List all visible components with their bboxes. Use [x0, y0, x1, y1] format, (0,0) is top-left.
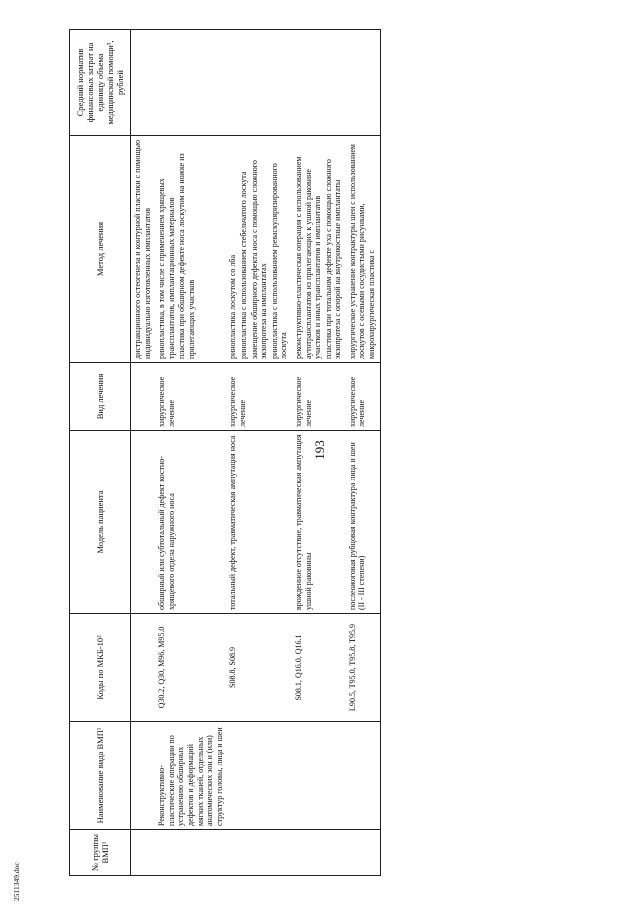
cell-group-number	[346, 830, 380, 876]
treatment-method-item: дистракционного остеогенеза и контурной пластики с помощью индивидуально изготовленных имплантатов	[133, 139, 152, 359]
treatment-method-item: пластика при обширном дефекте носа лоскутом на ножке из прилегающих участков	[177, 153, 196, 359]
rotated-table-container	[69, 30, 629, 876]
table-row	[346, 30, 380, 876]
cell-treatment-type: хирургическое лечение	[292, 363, 346, 431]
table-row	[292, 30, 346, 876]
cell-patient-model: послеожоговая рубцовая контрактура лица и шеи (II - III степени)	[346, 431, 380, 614]
header-vmp-name: Наименование вида ВМП¹	[70, 722, 131, 830]
treatment-method-item: реконструктивно-пластическая операция с использованием аутотрансплантатов из прилегающих к ушной раковине участков и иных трансплантатов и имплантатов	[293, 156, 323, 359]
cell-group-number	[226, 830, 292, 876]
cell-vmp-name	[292, 722, 346, 830]
cell-patient-model: обширный или субтотальный дефект костно-хрящевого отдела наружного носа	[155, 431, 226, 614]
treatment-method-item: хирургическое устранение контрактуры шеи с использованием лоскутов с осевыми сосудистыми рисунками, микрохирургическая пластика с	[347, 144, 377, 359]
cell-average-cost	[346, 30, 380, 136]
cell-vmp-name: Реконструктивно-пластические операции по устранению обширных дефектов и деформаций мягких тканей, отдельных анатомических зон и (или) структур головы, лица и шеи	[155, 722, 226, 830]
cell-patient-model: тотальный дефект, травматическая ампутация носа	[226, 431, 292, 614]
treatment-method-item: ринопластика с использованием стебельчатого лоскута	[238, 171, 248, 359]
cell-treatment-type: хирургическое лечение	[155, 363, 226, 431]
cell-treatment-method	[155, 136, 226, 363]
cell-group-number	[131, 830, 156, 876]
cell-treatment-type: хирургическое лечение	[226, 363, 292, 431]
page-number: 193	[312, 440, 327, 460]
table-body	[131, 30, 381, 876]
header-average-cost: Средний норматив финансовых затрат на единицу объема медицинской помощи³, рублей	[70, 30, 131, 136]
treatment-method-item: замещение обширного дефекта носа с помощью сложного экзопротеза на имплантатах	[249, 160, 269, 359]
treatment-method-item: ринопластика лоскутом со лба	[228, 254, 238, 359]
cell-vmp-name	[226, 722, 292, 830]
table-row	[155, 30, 226, 876]
cell-treatment-type	[131, 363, 156, 431]
cell-treatment-method	[346, 136, 380, 363]
cell-vmp-name	[131, 722, 156, 830]
cell-treatment-type: хирургическое лечение	[346, 363, 380, 431]
header-group-number: № группы ВМП¹	[70, 830, 131, 876]
treatment-method-item: ринопластика, в том числе с применением хрящевых трансплантатов, имплантационных материалов	[157, 178, 176, 359]
cell-group-number	[155, 830, 226, 876]
cell-icd-codes: S08.8, S08.9	[226, 614, 292, 722]
cell-treatment-method	[131, 136, 156, 363]
cell-icd-codes: L90.5, T95.0, T95.8, T95.9	[346, 614, 380, 722]
header-icd-codes: Коды по МКБ-10²	[70, 614, 131, 722]
cell-vmp-name	[346, 722, 380, 830]
cell-average-cost	[292, 30, 346, 136]
vmp-table	[69, 29, 381, 876]
cell-treatment-method	[292, 136, 346, 363]
header-patient-model: Модель пациента	[70, 431, 131, 614]
treatment-method-item: ринопластика с использованием реваскуляризированного лоскута	[269, 163, 289, 359]
cell-average-cost	[131, 30, 156, 136]
header-treatment-method: Метод лечения	[70, 136, 131, 363]
cell-icd-codes	[131, 614, 156, 722]
table-row	[226, 30, 292, 876]
cell-group-number	[292, 830, 346, 876]
document-filename: 2511349.doc	[12, 862, 21, 901]
cell-patient-model	[131, 431, 156, 614]
cell-average-cost	[226, 30, 292, 136]
cell-treatment-method	[226, 136, 292, 363]
cell-patient-model: врожденное отсутствие, травматическая ампутация ушной раковины	[292, 431, 346, 614]
cell-average-cost	[155, 30, 226, 136]
treatment-method-item: пластика при тотальном дефекте уха с помощью сложного экзопротеза с опорой на внутрикостные имплантаты	[323, 159, 343, 359]
cell-icd-codes: S08.1, Q16.0, Q16.1	[292, 614, 346, 722]
header-treatment-type: Вид лечения	[70, 363, 131, 431]
cell-icd-codes: Q30.2, Q30, M96, M95.0	[155, 614, 226, 722]
table-header-row	[70, 30, 131, 876]
table-row	[131, 30, 156, 876]
